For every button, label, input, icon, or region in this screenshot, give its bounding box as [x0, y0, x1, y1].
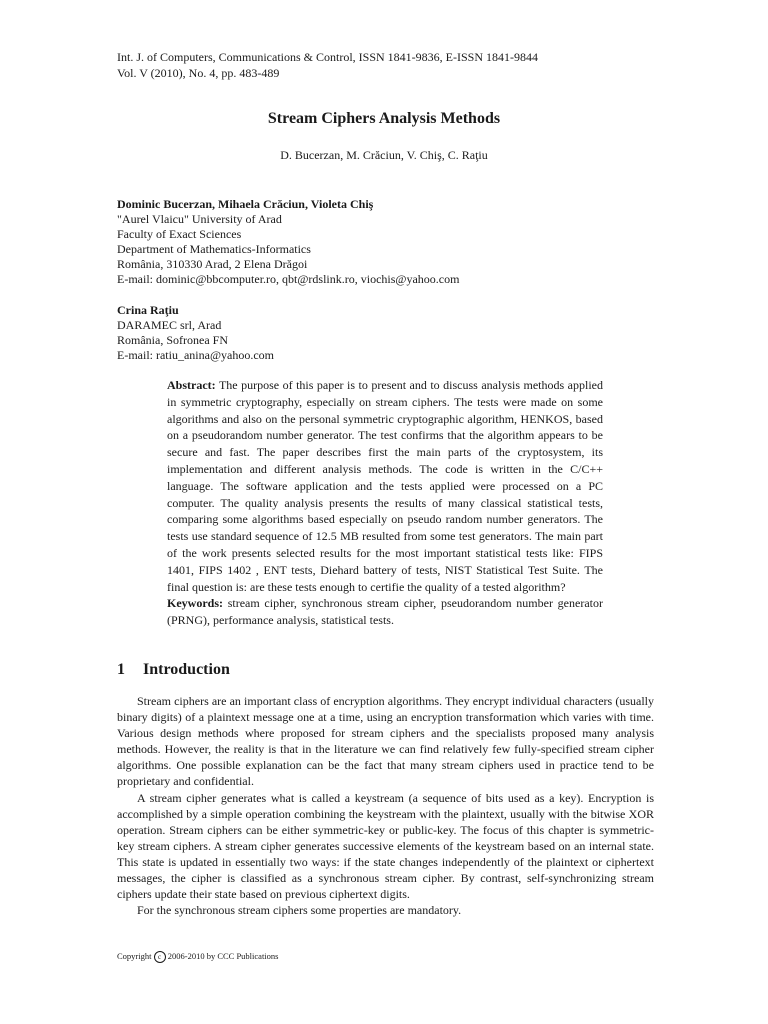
- affiliation-2-line: România, Sofronea FN: [117, 333, 228, 347]
- copyright-prefix: Copyright: [117, 951, 152, 961]
- journal-header: [117, 49, 538, 81]
- copyright-footer: [117, 951, 278, 963]
- journal-header-line2: Vol. V (2010), No. 4, pp. 483-489: [117, 66, 280, 80]
- section-heading: [117, 661, 230, 679]
- paper-title: Stream Ciphers Analysis Methods: [267, 110, 501, 127]
- affiliation-block-2: [117, 303, 274, 363]
- abstract-label: Abstract:: [167, 378, 216, 392]
- affiliation-1-line: Faculty of Exact Sciences: [117, 227, 242, 241]
- abstract-text: The purpose of this paper is to present and to discuss analysis methods applied in symmetric cryptography, especially on stream ciphers. The tests were made on some algorithms and also on the personal symmetric cryptographic algorithm, HENKOS, based on a pseudorandom number generator. The test confirms that the algorithm appears to be secure and fast. The paper describes first the main parts of the cryptosystem, its implementation and different analysis methods. The code is written in the C/C++ language. The software application and the tests applied were processed on a PC computer. The quality analysis presents the results of many classical statistical tests, comparing some algorithms based especially on pseudo random number generators. The tests use standard sequence of 12.5 MB resulted from some test generators. The main part of the work presents selected results for the most important statistical tests like: FIPS 1401, FIPS 1402 , ENT tests, Diehard battery of tests, NIST Statistical Test Suite. The final question is: are these tests enough to certifie the quality of a tested algorithm?: [167, 378, 603, 594]
- keywords-text: stream cipher, synchronous stream cipher, pseudorandom number generator (PRNG), performance analysis, statistical tests.: [167, 596, 603, 628]
- affiliation-1-line: Department of Mathematics-Informatics: [117, 242, 311, 256]
- affiliation-2-email: E-mail: ratiu_anina@yahoo.com: [117, 348, 275, 362]
- copyright-icon: c: [154, 951, 166, 963]
- affiliation-2-line: DARAMEC srl, Arad: [117, 318, 222, 332]
- journal-header-line1: Int. J. of Computers, Communications & Control, ISSN 1841-9836, E-ISSN 1841-9844: [117, 50, 538, 64]
- introduction-body: [117, 693, 654, 918]
- body-paragraph: For the synchronous stream ciphers some properties are mandatory.: [137, 903, 462, 918]
- affiliation-1-names: Dominic Bucerzan, Mihaela Crăciun, Violeta Chiş: [117, 197, 374, 211]
- affiliation-1-line: "Aurel Vlaicu" University of Arad: [117, 212, 282, 226]
- section-title: Introduction: [143, 661, 230, 678]
- affiliation-block-1: [117, 197, 459, 287]
- affiliation-1-email: E-mail: dominic@bbcomputer.ro, qbt@rdslink.ro, viochis@yahoo.com: [117, 272, 460, 286]
- section-number: 1: [117, 661, 125, 678]
- affiliation-2-names: Crina Raţiu: [117, 303, 179, 317]
- body-paragraph: Stream ciphers are an important class of encryption algorithms. They encrypt individual characters (usually binary digits) of a plaintext message one at a time, using an encryption transformation which varies with time. Various design methods where proposed for stream ciphers and the specialists proposed many analysis methods. However, the reality is that in the literature we can find relatively few fully-specified stream cipher algorithms. One possible explanation can be the fact that many stream ciphers used in practice tend to be proprietary and confidential.: [117, 694, 654, 789]
- keywords-label: Keywords:: [167, 596, 223, 611]
- abstract-block: [167, 377, 603, 629]
- body-paragraph: A stream cipher generates what is called a keystream (a sequence of bits used as a key). Encryption is accomplished by a simple operation combining the keystream with the plaintext, usually with the bitwise XOR operation. Stream ciphers can be either symmetric-key or public-key. The focus of this chapter is symmetric-key stream ciphers. A stream cipher generates successive elements of the keystream based on an internal state. This state is updated in essentially two ways: if the state changes independently of the plaintext or ciphertext messages, the cipher is classified as a synchronous stream cipher. By contrast, self-synchronizing stream ciphers update their state based on previous ciphertext digits.: [117, 790, 654, 902]
- affiliation-1-line: România, 310330 Arad, 2 Elena Drăgoi: [117, 257, 308, 271]
- copyright-suffix: 2006-2010 by CCC Publications: [167, 951, 279, 961]
- author-list: D. Bucerzan, M. Crăciun, V. Chiş, C. Raţiu: [280, 148, 488, 162]
